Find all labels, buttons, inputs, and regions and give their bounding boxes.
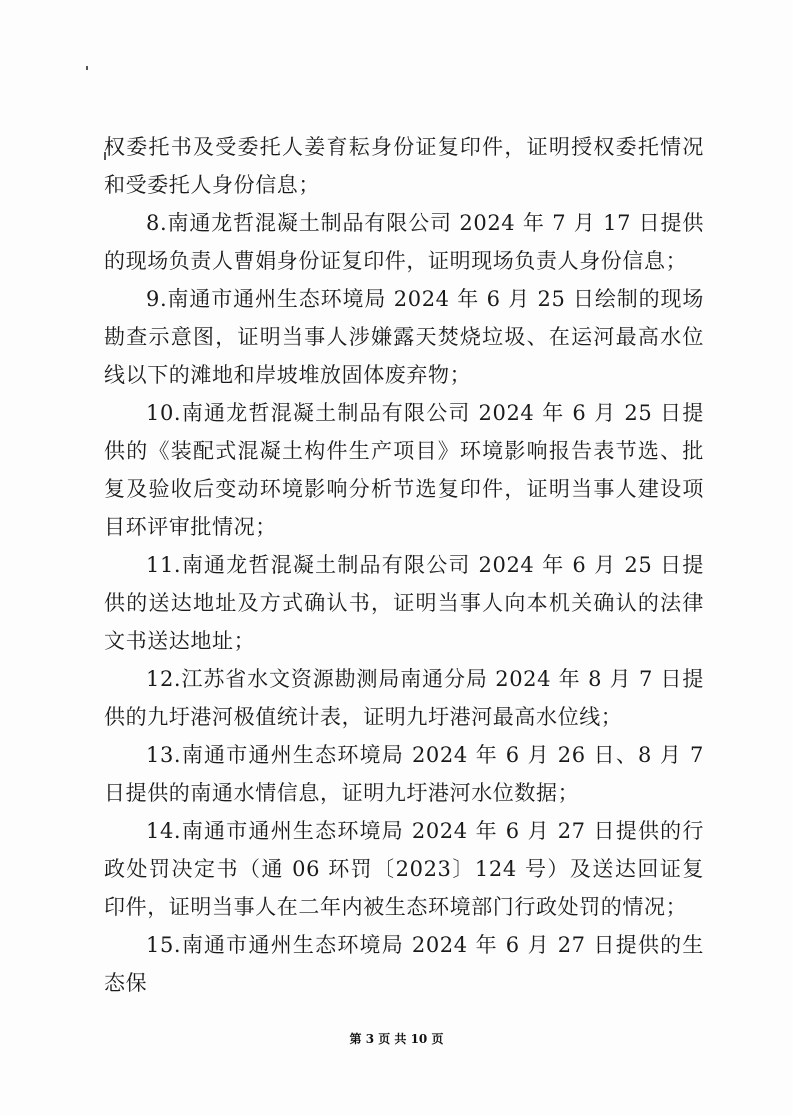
evidence-item-14: 14.南通市通州生态环境局 2024 年 6 月 27 日提供的行政处罚决定书（通 06 环罚〔2023〕124 号）及送达回证复印件，证明当事人在二年内被生态环境部门行政处罚的情况； xyxy=(104,819,704,919)
page-number: 第 3 页 共 10 页 xyxy=(349,1032,444,1046)
scan-mark xyxy=(86,66,88,70)
document-body xyxy=(104,128,704,1002)
evidence-item-11: 11.南通龙哲混凝土制品有限公司 2024 年 6 月 25 日提供的送达地址及方式确认书，证明当事人向本机关确认的法律文书送达地址； xyxy=(104,553,704,653)
evidence-item-8: 8.南通龙哲混凝土制品有限公司 2024 年 7 月 17 日提供的现场负责人曹娟身份证复印件，证明现场负责人身份信息； xyxy=(104,211,704,273)
evidence-item-10: 10.南通龙哲混凝土制品有限公司 2024 年 6 月 25 日提供的《装配式混凝土构件生产项目》环境影响报告表节选、批复及验收后变动环境影响分析节选复印件，证明当事人建设项目环评审批情况； xyxy=(104,401,704,539)
evidence-item-13: 13.南通市通州生态环境局 2024 年 6 月 26 日、8 月 7 日提供的南通水情信息，证明九圩港河水位数据； xyxy=(104,743,704,805)
evidence-item-9: 9.南通市通州生态环境局 2024 年 6 月 25 日绘制的现场勘查示意图，证明当事人涉嫌露天焚烧垃圾、在运河最高水位线以下的滩地和岸坡堆放固体废弃物； xyxy=(104,287,704,387)
evidence-item-15: 15.南通市通州生态环境局 2024 年 6 月 27 日提供的生态保 xyxy=(104,933,704,995)
paragraph-continuation: 权委托书及受委托人姜育耘身份证复印件，证明授权委托情况和受委托人身份信息； xyxy=(104,135,704,197)
evidence-item-12: 12.江苏省水文资源勘测局南通分局 2024 年 8 月 7 日提供的九圩港河极值统计表，证明九圩港河最高水位线； xyxy=(104,667,704,729)
